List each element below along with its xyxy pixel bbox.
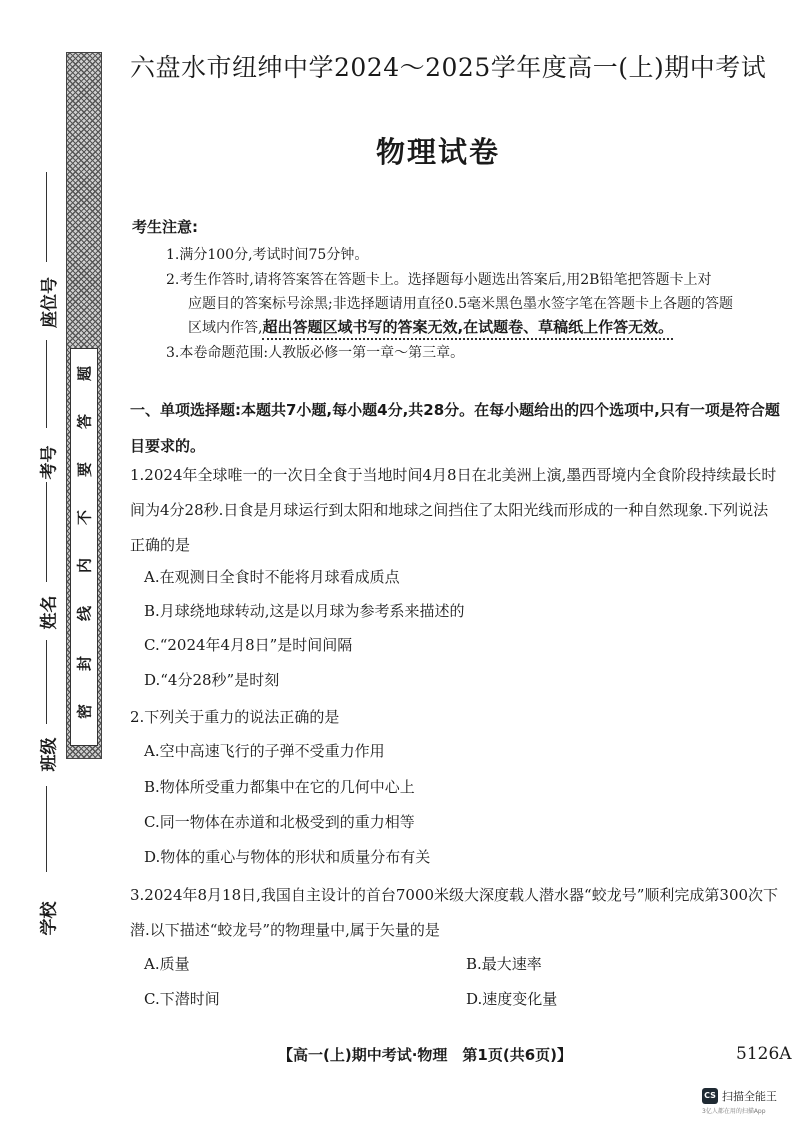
option: A.在观测日全食时不能将月球看成质点 bbox=[144, 568, 400, 586]
question-stem: 3.2024年8月18日,我国自主设计的首台7000米级大深度载人潜水器“蛟龙号”顺利完成第300次下潜.以下描述“蛟龙号”的物理量中,属于矢量的是 bbox=[130, 886, 779, 939]
option: B.物体所受重力都集中在它的几何中心上 bbox=[144, 778, 415, 796]
exam-id-label: 考号 bbox=[39, 445, 60, 480]
question-stem: 1.2024年全球唯一的一次日全食于当地时间4月8日在北美洲上演,墨西哥境内全食阶段持续最长时间为4分28秒.日食是月球运行到太阳和地球之间挡住了太阳光线而形成的一种自然现象.下列说法正确的是 bbox=[130, 466, 777, 554]
paper-code: 5126A bbox=[736, 1044, 792, 1064]
scanner-watermark bbox=[702, 1086, 792, 1118]
name-label: 姓名 bbox=[39, 595, 60, 630]
class-line bbox=[46, 640, 47, 724]
camscanner-logo-icon: CS bbox=[702, 1088, 718, 1104]
seal-char: 要 bbox=[75, 462, 94, 478]
school-line bbox=[46, 786, 47, 872]
option: D.“4分28秒”是时刻 bbox=[144, 671, 280, 689]
option: C.下潜时间 bbox=[144, 990, 220, 1008]
notice-item: 2.考生作答时,请将答案答在答题卡上。选择题每小题选出答案后,用2B铅笔把答题卡上对 bbox=[166, 272, 712, 288]
seat-line bbox=[46, 172, 47, 262]
exam-page bbox=[118, 0, 792, 1121]
seal-char: 密 bbox=[75, 704, 94, 720]
option: A.空中高速飞行的子弹不受重力作用 bbox=[144, 742, 385, 760]
notice-item-start: 区域内作答, bbox=[188, 320, 263, 336]
notice-item: 3.本卷命题范围:人教版必修一第一章～第三章。 bbox=[166, 345, 465, 361]
option: A.质量 bbox=[144, 955, 190, 973]
notice-item: 应题目的答案标号涂黑;非选择题请用直径0.5毫米黑色墨水签字笔在答题卡上各题的答题 bbox=[188, 296, 733, 312]
subject-title: 物理试卷 bbox=[375, 135, 500, 169]
page-footer: 【高一(上)期中考试·物理 第1页(共6页)】 bbox=[278, 1046, 572, 1064]
watermark-name: 扫描全能王 bbox=[722, 1090, 777, 1103]
name-line bbox=[46, 482, 47, 582]
notice-heading: 考生注意: bbox=[132, 218, 198, 236]
section-heading: 一、单项选择题:本题共7小题,每小题4分,共28分。在每小题给出的四个选项中,只有一项是符合题目要求的。 bbox=[130, 401, 780, 455]
school-title: 六盘水市纽绅中学2024～2025学年度高一(上)期中考试 bbox=[130, 53, 767, 82]
seal-char: 答 bbox=[75, 414, 94, 430]
seal-char: 封 bbox=[75, 656, 94, 672]
seat-number-label: 座位号 bbox=[40, 277, 60, 328]
seal-line-box bbox=[70, 348, 98, 746]
seal-char: 线 bbox=[75, 606, 94, 622]
option: B.月球绕地球转动,这是以月球为参考系来描述的 bbox=[144, 602, 465, 620]
option: C.同一物体在赤道和北极受到的重力相等 bbox=[144, 813, 415, 831]
option: C.“2024年4月8日”是时间间隔 bbox=[144, 636, 353, 654]
watermark-subtitle: 3亿人都在用的扫描App bbox=[702, 1108, 766, 1115]
notice-item: 1.满分100分,考试时间75分钟。 bbox=[166, 247, 369, 263]
question-stem: 2.下列关于重力的说法正确的是 bbox=[130, 708, 340, 726]
seal-char: 内 bbox=[75, 558, 94, 574]
binding-margin bbox=[0, 0, 120, 1121]
seal-char: 不 bbox=[75, 510, 94, 526]
exam-id-line bbox=[46, 340, 47, 428]
class-label: 班级 bbox=[39, 737, 60, 772]
seal-char: 题 bbox=[75, 366, 94, 382]
option: D.速度变化量 bbox=[466, 990, 558, 1008]
option: B.最大速率 bbox=[466, 955, 542, 973]
notice-emphasis: 超出答题区域书写的答案无效,在试题卷、草稿纸上作答无效。 bbox=[262, 318, 673, 340]
option: D.物体的重心与物体的形状和质量分布有关 bbox=[144, 848, 431, 866]
school-label: 学校 bbox=[39, 901, 60, 936]
notice-item bbox=[188, 318, 673, 337]
